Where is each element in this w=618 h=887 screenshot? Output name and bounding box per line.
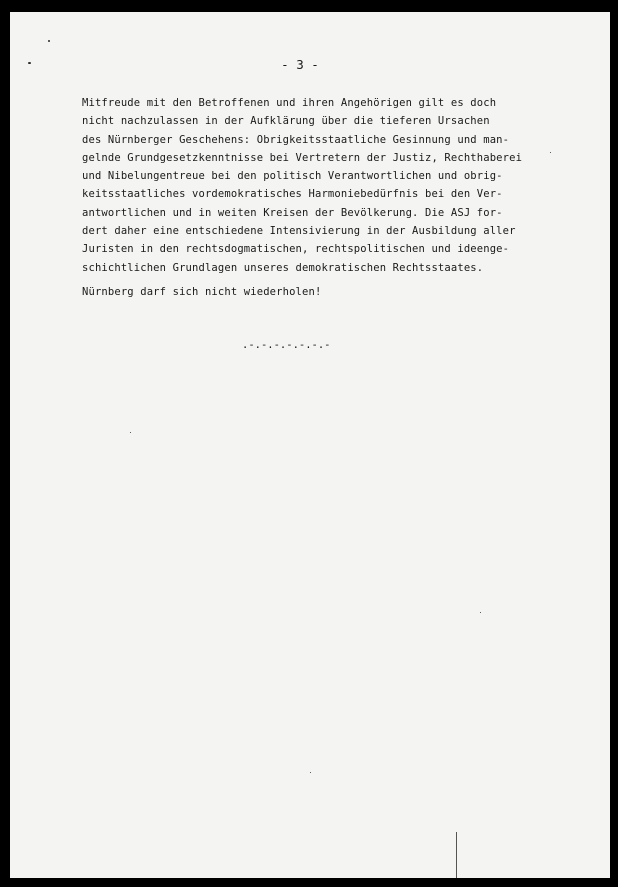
scan-speck [28, 62, 31, 64]
paragraph-line: des Nürnberger Geschehens: Obrigkeitsstaatliche Gesinnung und man- [82, 133, 510, 146]
page-number: - 3 - [281, 57, 319, 72]
paragraph-line: schichtlichen Grundlagen unseres demokratischen Rechtsstaates. [82, 261, 484, 274]
paragraph-line: dert daher eine entschiedene Intensivierung in der Ausbildung aller [82, 225, 516, 238]
scan-speck [480, 612, 481, 613]
scan-speck [48, 40, 50, 42]
paragraph-line: und Nibelungentreue bei den politisch Verantwortlichen und obrig- [82, 170, 503, 183]
document-page [10, 12, 610, 878]
paragraph-line: antwortlichen und in weiten Kreisen der Bevölkerung. Die ASJ for- [82, 206, 503, 219]
paragraph-line: nicht nachzulassen in der Aufklärung über die tieferen Ursachen [82, 115, 490, 128]
body-paragraph [82, 94, 582, 277]
scan-edge-line [456, 832, 457, 878]
end-marker: .-.-.-.-.-.-.- [242, 339, 331, 351]
closing-statement: Nürnberg darf sich nicht wiederholen! [82, 286, 322, 298]
paragraph-line: Juristen in den rechtsdogmatischen, rechtspolitischen und ideenge- [82, 243, 510, 256]
paragraph-line: keitsstaatliches vordemokratisches Harmoniebedürfnis bei den Ver- [82, 188, 503, 201]
paragraph-line: Mitfreude mit den Betroffenen und ihren Angehörigen gilt es doch [82, 97, 497, 109]
scan-speck [310, 772, 311, 773]
paragraph-line: gelnde Grundgesetzkenntnisse bei Vertretern der Justiz, Rechthaberei [82, 151, 523, 164]
scan-speck [130, 432, 131, 433]
